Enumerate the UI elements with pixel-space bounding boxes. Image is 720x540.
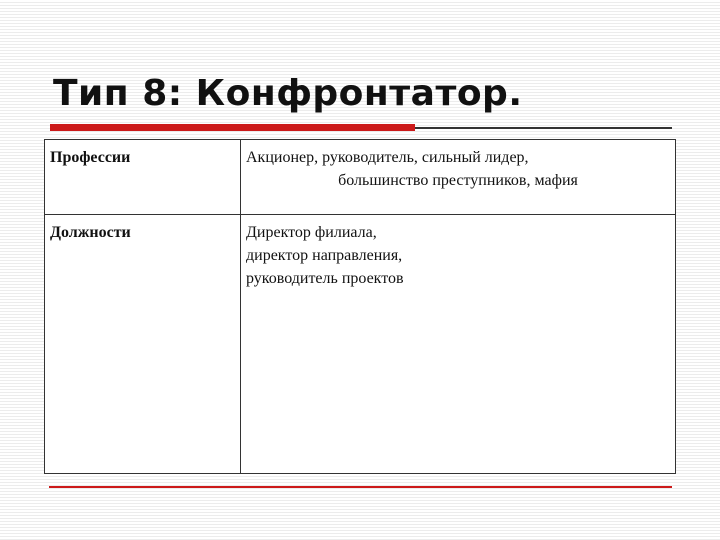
title-accent-bar	[50, 124, 415, 131]
row-value-positions	[241, 215, 676, 474]
row-label-professions: Профессии	[45, 140, 241, 215]
row-value-professions	[241, 140, 676, 215]
title-divider-line	[415, 127, 672, 129]
table-row	[45, 140, 676, 215]
value-line: директор направления,	[246, 247, 403, 264]
value-line: руководитель проектов	[246, 270, 404, 287]
value-line: Директор филиала,	[246, 224, 377, 241]
table-row	[45, 215, 676, 474]
row-label-positions: Должности	[45, 215, 241, 474]
value-line: Акционер, руководитель, сильный лидер,	[246, 149, 529, 166]
slide-title: Тип 8: Конфронтатор.	[53, 73, 523, 114]
footer-accent-line	[49, 486, 672, 488]
info-table	[44, 139, 676, 474]
value-line: большинство преступников, мафия	[338, 172, 578, 189]
